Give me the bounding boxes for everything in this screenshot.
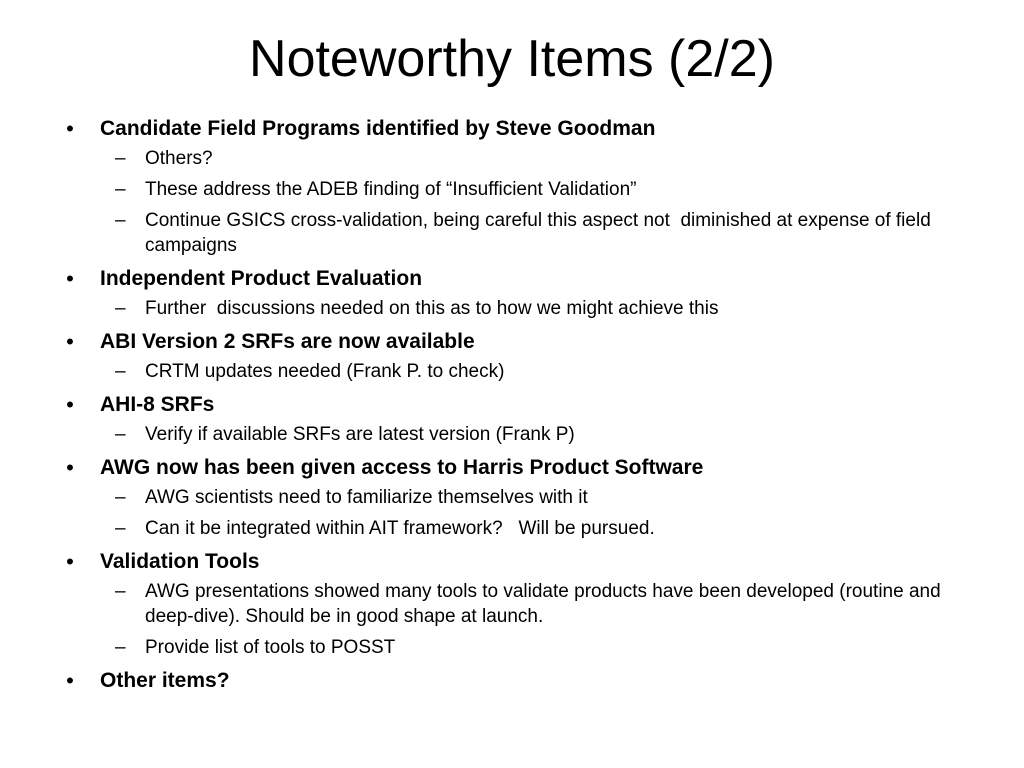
sub-bullet-text: Provide list of tools to POSST (145, 637, 396, 658)
sub-bullet-text: AWG presentations showed many tools to validate products have been developed (routine and deep-dive). Should be in good shape at launch. (145, 581, 946, 627)
dash-icon: – (115, 424, 126, 445)
sub-bullet-item (100, 516, 960, 541)
dash-icon: – (115, 637, 126, 658)
bullet-text: Validation Tools (100, 550, 260, 573)
bullet-dot-icon: • (66, 668, 74, 693)
sub-bullet-text: Further discussions needed on this as to how we might achieve this (145, 298, 719, 319)
sub-list (100, 146, 960, 258)
bullet-item (60, 264, 960, 321)
bullet-item (60, 547, 960, 660)
sub-bullet-text: Verify if available SRFs are latest version (Frank P) (145, 424, 575, 445)
sub-list (100, 485, 960, 541)
bullet-item (60, 114, 960, 258)
bullet-item (60, 390, 960, 447)
sub-bullet-item (100, 208, 960, 258)
sub-bullet-item (100, 422, 960, 447)
dash-icon: – (115, 581, 126, 602)
bullet-text: Candidate Field Programs identified by Steve Goodman (100, 117, 656, 140)
bullet-dot-icon: • (66, 266, 74, 291)
sub-bullet-item (100, 146, 960, 171)
dash-icon: – (115, 148, 126, 169)
sub-bullet-item (100, 635, 960, 660)
sub-bullet-text: Can it be integrated within AIT framework? Will be pursued. (145, 518, 655, 539)
dash-icon: – (115, 518, 126, 539)
bullet-dot-icon: • (66, 455, 74, 480)
bullet-item (60, 327, 960, 384)
dash-icon: – (115, 487, 126, 508)
sub-bullet-text: AWG scientists need to familiarize themselves with it (145, 487, 588, 508)
bullet-list (60, 114, 960, 698)
sub-bullet-text: Continue GSICS cross-validation, being careful this aspect not diminished at expense of field campaigns (145, 210, 937, 256)
sub-list (100, 579, 960, 660)
bullet-text: AWG now has been given access to Harris Product Software (100, 456, 704, 479)
bullet-text: AHI-8 SRFs (100, 393, 215, 416)
dash-icon: – (115, 361, 126, 382)
sub-bullet-text: Others? (145, 148, 213, 169)
bullet-dot-icon: • (66, 549, 74, 574)
dash-icon: – (115, 210, 126, 231)
sub-list (100, 359, 960, 384)
bullet-dot-icon: • (66, 116, 74, 141)
dash-icon: – (115, 298, 126, 319)
bullet-dot-icon: • (66, 392, 74, 417)
bullet-text: Independent Product Evaluation (100, 267, 423, 290)
sub-bullet-text: These address the ADEB finding of “Insufficient Validation” (145, 179, 637, 200)
sub-bullet-item (100, 359, 960, 384)
sub-bullet-item (100, 579, 960, 629)
sub-bullet-item (100, 485, 960, 510)
sub-bullet-item (100, 177, 960, 202)
slide-title: Noteworthy Items (2/2) (249, 30, 775, 88)
dash-icon: – (115, 179, 126, 200)
sub-bullet-text: CRTM updates needed (Frank P. to check) (145, 361, 505, 382)
bullet-item (60, 453, 960, 541)
bullet-text: ABI Version 2 SRFs are now available (100, 330, 475, 353)
sub-list (100, 296, 960, 321)
bullet-item (60, 666, 960, 696)
sub-bullet-item (100, 296, 960, 321)
sub-list (100, 422, 960, 447)
bullet-dot-icon: • (66, 329, 74, 354)
bullet-text: Other items? (100, 669, 230, 692)
